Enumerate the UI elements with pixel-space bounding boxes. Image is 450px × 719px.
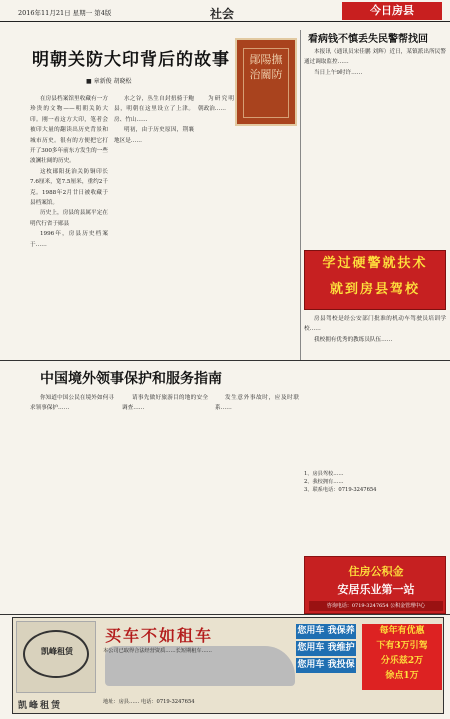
main-col1-p3: 历史上，房县的县属平定在明代行省于郧县 bbox=[30, 210, 108, 227]
rental-footer: 地址：房县…… 电话：0719-3247654 bbox=[103, 699, 195, 705]
promo-line: 下有3万引驾 bbox=[376, 641, 428, 651]
main-byline: ■ 章新俊 胡晓松 bbox=[86, 78, 132, 85]
driving-school-banner bbox=[304, 250, 446, 310]
main-col1-p4: 1996年，房县历史档案于…… bbox=[30, 231, 108, 248]
rental-logo-text: 凯峰租赁 bbox=[41, 646, 73, 656]
section-title: 社会 bbox=[210, 7, 235, 21]
school-p2: 我校拥有优秀的教练员队伍…… bbox=[314, 336, 393, 343]
fund-contact: 咨询电话：0719-3247654 公积金管理中心 bbox=[309, 601, 443, 611]
ad-divider bbox=[0, 614, 450, 615]
fund-subtitle: 安居乐业第一站 bbox=[337, 583, 415, 596]
lower-col-3 bbox=[215, 393, 299, 583]
promo-line: 徐点1万 bbox=[385, 671, 419, 681]
right-p1: 本报讯（通讯员宋佳鹏 刘辉）近日，某镇派出所民警通过调取监控…… bbox=[304, 49, 446, 66]
rental-brand: 凯峰租赁 bbox=[18, 701, 63, 711]
school-p1: 房县驾校是经公安部门批准的机动车驾驶员培训学校…… bbox=[304, 316, 446, 333]
lower-col1-p1: 你知道中国公民在境外如何寻求领事保护…… bbox=[30, 395, 114, 412]
banner-line-1: 学过硬警就扶术 bbox=[322, 256, 428, 271]
main-col1-p1: 在房县档案馆里收藏有一方珍贵的文物——明朝关防大印。刚一看这方大印，笔者会被印大量的翻读出历史背景和城市历史。很有的方便把它打开了300多年前东方发生的一些波澜壮阔的历史。 bbox=[30, 96, 108, 165]
lower-col-1 bbox=[30, 393, 114, 583]
list-item: 1、房县驾校…… bbox=[304, 471, 344, 477]
main-col3-p1: 为研究明朝政治…… bbox=[198, 96, 234, 113]
right-headline: 看病钱不慎丢失民警帮找回 bbox=[308, 34, 428, 45]
list-item: 2、我校拥有…… bbox=[304, 479, 344, 486]
newspaper-logo: 今日房县 bbox=[342, 2, 442, 20]
column-divider bbox=[300, 30, 301, 360]
car-rental-ad bbox=[12, 617, 444, 714]
promo-line: 每年有优惠 bbox=[379, 626, 425, 636]
main-col2-p1: 水之谷，丛生自封扭骑于鲍县，明朝在这里设立了上津。房、竹山…… bbox=[114, 96, 194, 123]
rental-services bbox=[296, 624, 356, 675]
main-col-3 bbox=[198, 94, 234, 355]
main-col1-p2: 这枚鄖阳抚治关防铜印长7.6厘米，宽7.5厘米，重约2千克。1988年2月廿日被收藏于县档案馆。 bbox=[30, 168, 108, 207]
seal-glyph: 鄖陽撫治關防 bbox=[249, 53, 283, 81]
promo-line: 分乐兹2万 bbox=[380, 656, 424, 666]
lower-col2-p1: 请事先做好旅游目的地的安全调查…… bbox=[122, 395, 208, 412]
driving-school-list bbox=[304, 470, 446, 552]
main-col-2 bbox=[114, 94, 194, 355]
lower-col3-p1: 发生意外事故时，应及时联系…… bbox=[215, 395, 299, 412]
rental-promo bbox=[362, 624, 442, 690]
housing-fund-ad bbox=[304, 556, 446, 614]
lower-col-2 bbox=[122, 393, 208, 583]
section-divider bbox=[0, 360, 450, 361]
service-item: 您用车 我投保 bbox=[296, 658, 356, 673]
rental-description: 本公司已取得合法经营资质……长短期租车…… bbox=[103, 648, 212, 654]
lower-headline: 中国境外领事保护和服务指南 bbox=[40, 371, 222, 387]
driving-school-text bbox=[304, 314, 446, 466]
main-col2-p2: 明初，由于历史原因，荆襄地区是…… bbox=[114, 127, 194, 144]
rental-slogan: 买车不如租车 bbox=[105, 626, 214, 645]
right-article-body bbox=[304, 47, 446, 245]
banner-line-2: 就到房县驾校 bbox=[329, 282, 420, 297]
main-col-1 bbox=[30, 94, 108, 355]
fund-title: 住房公积金 bbox=[348, 565, 404, 578]
issue-date: 2016年11月21日 星期一 第4版 bbox=[18, 9, 112, 17]
rental-logo-box bbox=[16, 621, 96, 693]
service-item: 您用车 我保养 bbox=[296, 624, 356, 639]
main-headline: 明朝关防大印背后的故事 bbox=[32, 50, 230, 70]
service-item: 您用车 我维护 bbox=[296, 641, 356, 656]
page-header bbox=[0, 0, 450, 22]
right-p2: 当日上午9时许…… bbox=[314, 69, 363, 76]
seal-photo bbox=[235, 38, 297, 126]
list-item: 3、联系电话：0719-3247654 bbox=[304, 487, 377, 494]
